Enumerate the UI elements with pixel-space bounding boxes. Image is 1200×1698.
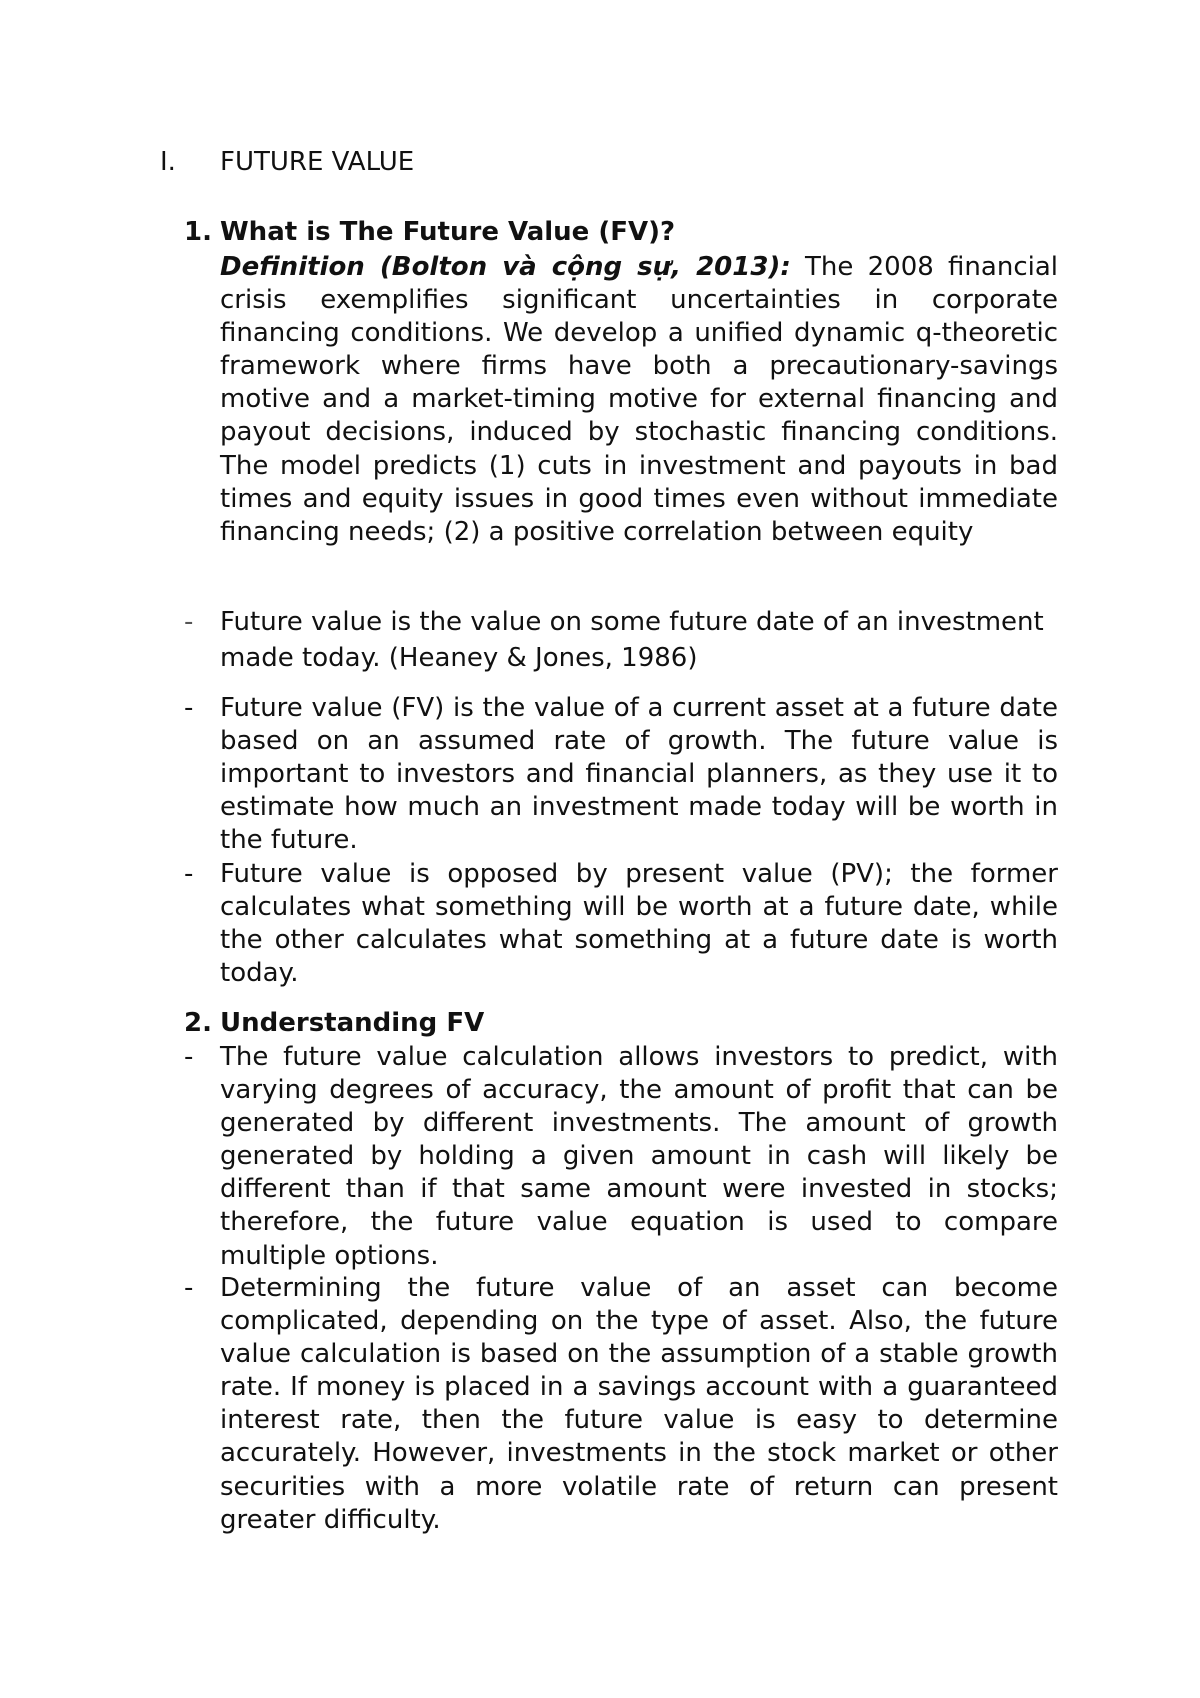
bullet-text: Future value is opposed by present value (PV); the former calculates what something will be worth at a future date, while the other calculates what something at a future date is worth today. [220, 859, 1058, 989]
bullet-text: Determining the future value of an asset can become complicated, depending on the type of asset. Also, the future value calculation is based on the assumption of a stable growth rate. If money is placed in a savings account with a guaranteed interest rate, then the future value is easy to determine accurately. However, investments in the stock market or other securities with a more volatile rate of return can present greater difficulty. [220, 1273, 1058, 1535]
bullet-dash: - [184, 1273, 194, 1303]
subsection-2-heading [184, 1007, 484, 1040]
list-item [184, 1041, 1058, 1273]
list-item [184, 1272, 1058, 1537]
bullet-text: Future value is the value on some future date of an investment made today. (Heaney & Jones, 1986) [220, 607, 1044, 673]
bullet-dash: - [184, 693, 194, 723]
section-number: I. [160, 147, 176, 177]
subsection-2-number: 2. [184, 1008, 212, 1038]
section-heading [160, 145, 414, 179]
list-item [184, 604, 1058, 676]
bullet-dash: - [184, 859, 194, 889]
list-item [184, 692, 1058, 857]
definition-lead: Definition (Bolton và cộng sự, 2013): [220, 252, 791, 282]
subsection-1-number: 1. [184, 217, 212, 247]
subsection-1-title: What is The Future Value (FV)? [220, 217, 676, 247]
subsection-1-heading [184, 216, 675, 249]
definition-paragraph [220, 251, 1058, 549]
bullet-dash: - [184, 1042, 194, 1072]
definition-text: The 2008 financial crisis exemplifies significant uncertainties in corporate financing conditions. We develop a unified dynamic q-theoretic framework where firms have both a precautionary-savings motive and a market-timing motive for external financing and payout decisions, induced by stochastic financing conditions. The model predicts (1) cuts in investment and payouts in bad times and equity issues in good times even without immediate financing needs; (2) a positive correlation between equity [220, 252, 1058, 547]
section-title: FUTURE VALUE [220, 147, 415, 177]
bullet-dash: - [184, 607, 194, 637]
subsection-2-title: Understanding FV [220, 1008, 485, 1038]
bullet-text: Future value (FV) is the value of a current asset at a future date based on an assumed rate of growth. The future value is important to investors and financial planners, as they use it to estimate how much an investment made today will be worth in the future. [220, 693, 1058, 856]
list-item [184, 858, 1058, 990]
bullet-text: The future value calculation allows investors to predict, with varying degrees of accuracy, the amount of profit that can be generated by different investments. The amount of growth generated by holding a given amount in cash will likely be different than if that same amount were invested in stocks; therefore, the future value equation is used to compare multiple options. [220, 1042, 1058, 1271]
